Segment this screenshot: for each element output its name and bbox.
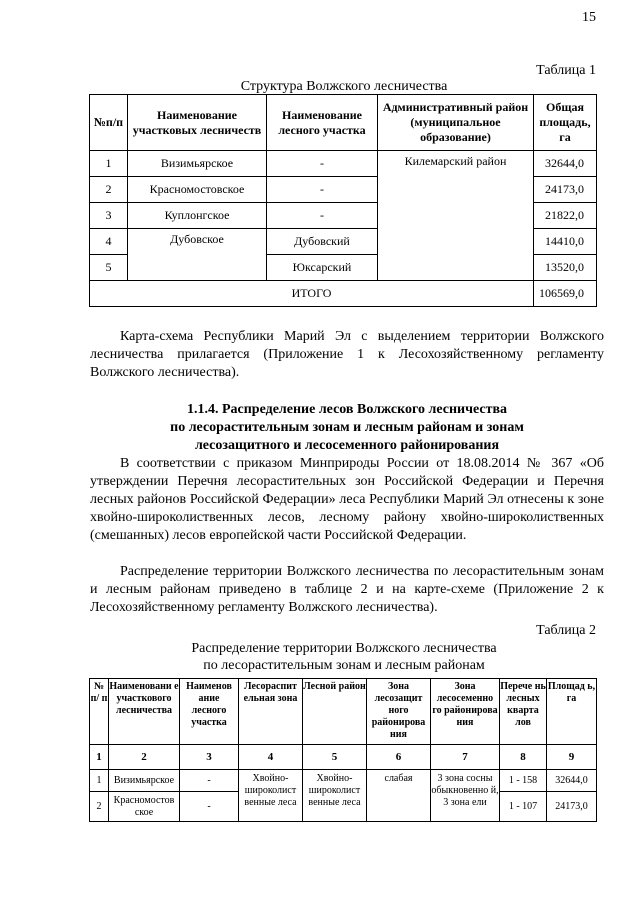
- cell-district: Куплонгское: [128, 203, 267, 229]
- section-title-line2: по лесорастительным зонам и лесным районам и зонам: [170, 420, 524, 435]
- cell-quarters: 1 - 158: [500, 770, 547, 792]
- cell-region: Хвойно-широколист венные леса: [303, 770, 367, 822]
- cell-area: 14410,0: [534, 229, 597, 255]
- table-row: [90, 151, 597, 177]
- cell-plot: -: [180, 770, 239, 792]
- col-number: 4: [239, 745, 303, 770]
- cell-num: 5: [90, 255, 128, 281]
- paragraph-order: В соответствии с приказом Минприроды России от 18.08.2014 № 367 «Об утверждении Перечня лесорастительных зон Российской Федерации и Перечня лесных районов Российской Федерации» леса Республики Марий Эл отнесены к зоне хвойно-широколиственных лесов, лесному району хвойно-широколиственных (смешанных) лесов европейской части Российской Федерации.: [90, 456, 604, 543]
- cell-plot: -: [267, 177, 378, 203]
- cell-district: Визимьярское: [128, 151, 267, 177]
- cell-plot: -: [180, 792, 239, 822]
- cell-area: 13520,0: [534, 255, 597, 281]
- paragraph-distribution: Распределение территории Волжского лесничества по лесорастительным зонам и лесным районам приведено в таблице 2 и на карте-схеме (Приложение 2 к Лесохозяйственному регламенту Волжского лесничества).: [90, 564, 604, 615]
- cell-num: 2: [90, 177, 128, 203]
- col-number: 9: [547, 745, 597, 770]
- cell-zone: Хвойно-широколист венные леса: [239, 770, 303, 822]
- cell-quarters: 1 - 107: [500, 792, 547, 822]
- cell-plot: Юксарский: [267, 255, 378, 281]
- table2-title-line2: по лесорастительным зонам и лесным районам: [203, 658, 485, 673]
- cell-plot: -: [267, 203, 378, 229]
- col-number: 7: [431, 745, 500, 770]
- total-label: ИТОГО: [90, 281, 534, 307]
- total-row: [90, 281, 597, 307]
- cell-district: Красномостов ское: [109, 792, 180, 822]
- cell-num: 1: [90, 770, 109, 792]
- cell-plot: -: [267, 151, 378, 177]
- section-title-line1: 1.1.4. Распределение лесов Волжского лесничества: [186, 402, 508, 417]
- total-value: 106569,0: [534, 281, 597, 307]
- t2-header-district: Наименовани е участкового лесничества: [109, 679, 180, 745]
- t1-header-plot: Наименование лесного участка: [267, 95, 378, 151]
- t2-header-zone: Лесораспит ельная зона: [239, 679, 303, 745]
- cell-num: 2: [90, 792, 109, 822]
- cell-num: 4: [90, 229, 128, 255]
- col-number: 8: [500, 745, 547, 770]
- t1-header-admin: Административный район (муниципальное образование): [378, 95, 534, 151]
- t2-header-num: № п/ п: [90, 679, 109, 745]
- col-number: 1: [90, 745, 109, 770]
- cell-area: 32644,0: [534, 151, 597, 177]
- col-number: 2: [109, 745, 180, 770]
- table2-title-line1: Распределение территории Волжского лесничества: [191, 641, 497, 656]
- cell-area: 21822,0: [534, 203, 597, 229]
- cell-area: 24173,0: [534, 177, 597, 203]
- t1-header-num: №п/п: [90, 95, 128, 151]
- cell-district: Дубовское: [128, 229, 267, 281]
- table-row: [90, 770, 597, 792]
- cell-seed-zone: 3 зона сосны обыкновенно й, 3 зона ели: [431, 770, 500, 822]
- cell-district: Визимьярское: [109, 770, 180, 792]
- cell-admin-district: Килемарский район: [378, 151, 534, 281]
- table2: [89, 678, 597, 822]
- t2-header-plot: Наименов ание лесного участка: [180, 679, 239, 745]
- table1: [89, 94, 597, 307]
- page-number: 15: [582, 10, 596, 25]
- col-number: 3: [180, 745, 239, 770]
- cell-num: 3: [90, 203, 128, 229]
- cell-area: 32644,0: [547, 770, 597, 792]
- t2-header-seed-zone: Зона лесосеменно го районирова ния: [431, 679, 500, 745]
- column-number-row: [90, 745, 597, 770]
- t1-header-area: Общая площадь, га: [534, 95, 597, 151]
- t2-header-quarters: Перече нь лесных кварта лов: [500, 679, 547, 745]
- cell-area: 24173,0: [547, 792, 597, 822]
- cell-plot: Дубовский: [267, 229, 378, 255]
- cell-num: 1: [90, 151, 128, 177]
- cell-protection-zone: слабая: [367, 770, 431, 822]
- section-title-line3: лесозащитного и лесосеменного районирования: [194, 438, 500, 453]
- col-number: 5: [303, 745, 367, 770]
- paragraph-map-note: Карта-схема Республики Марий Эл с выделением территории Волжского лесничества прилагается (Приложение 1 к Лесохозяйственному регламенту Волжского лесничества).: [90, 329, 604, 380]
- cell-district: Красномостовское: [128, 177, 267, 203]
- t2-header-protection-zone: Зона лесозащит ного районирова ния: [367, 679, 431, 745]
- t1-header-district: Наименование участковых лесничеств: [128, 95, 267, 151]
- table2-label: Таблица 2: [536, 623, 596, 638]
- t2-header-area: Площад ь, га: [547, 679, 597, 745]
- t2-header-region: Лесной район: [303, 679, 367, 745]
- table1-label: Таблица 1: [536, 63, 596, 78]
- col-number: 6: [367, 745, 431, 770]
- table1-title: Структура Волжского лесничества: [240, 79, 448, 94]
